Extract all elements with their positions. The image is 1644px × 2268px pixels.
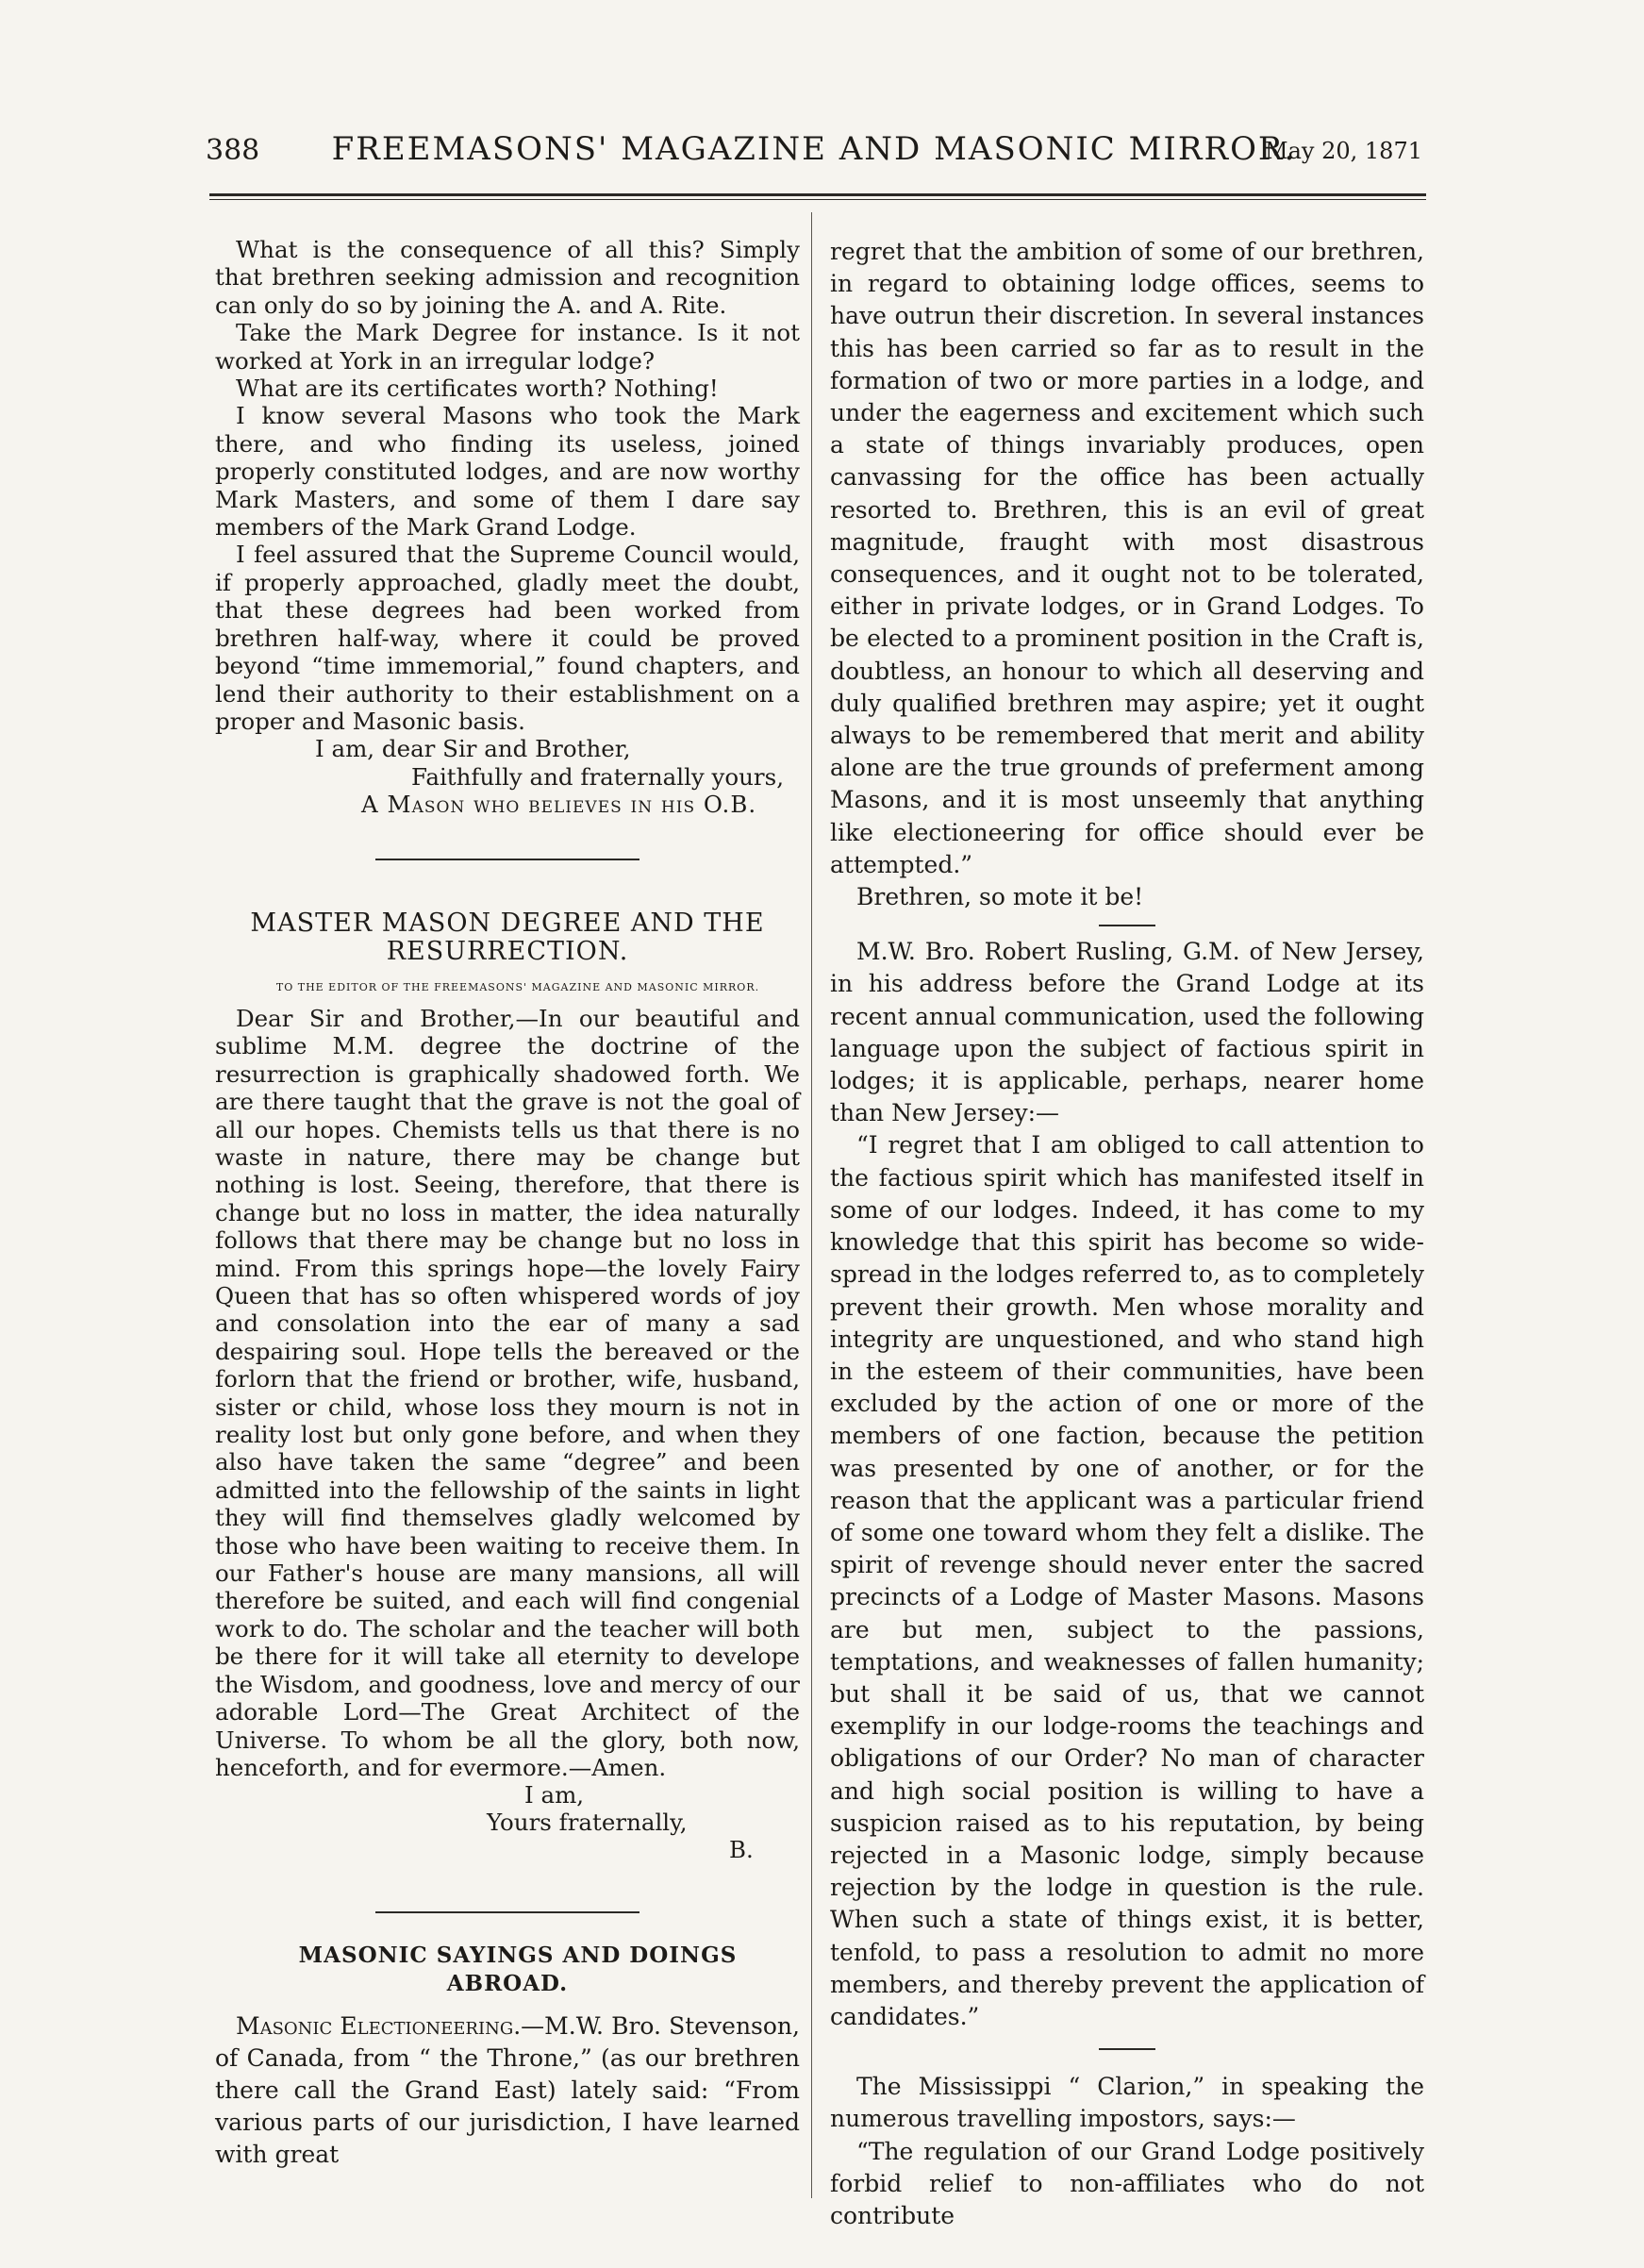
section-heading: MASONIC SAYINGS AND DOINGS ABROAD. bbox=[298, 1943, 738, 1996]
letter-closing: Faithfully and fraternally yours, bbox=[411, 762, 784, 791]
letter-paragraph: What is the consequence of all this? Simply that brethren seeking admission and recognition can only do so by joining the A. and A. Rite. bbox=[215, 236, 800, 319]
paragraph-text: —M.W. Bro. Stevenson, of Canada, from “ the Throne,” (as our brethren there call the Grand East) lately said: “From various parts of our jurisdiction, I have learned with great bbox=[215, 2012, 800, 2169]
letter-signature: A Mason who believes in his O.B. bbox=[361, 791, 757, 819]
article-paragraph: M.W. Bro. Robert Rusling, G.M. of New Jersey, in his address before the Grand Lodge at its recent annual communication, used the following language upon the subject of factious spirit in lodges; it is applicable, perhaps, nearer home than New Jersey:— bbox=[830, 938, 1424, 1127]
issue-date: May 20, 1871 bbox=[1265, 138, 1422, 164]
article-paragraph: The Mississippi “ Clarion,” in speaking the numerous travelling impostors, says:— bbox=[830, 2073, 1424, 2133]
header-rule-thin bbox=[209, 199, 1426, 200]
signoff-line: I am, bbox=[524, 1781, 585, 1809]
quoted-address: “I regret that I am obliged to call attention to the factious spirit which has manifested itself in some of our lodges. Indeed, it has come to my knowledge that this spirit has become so wide-spread in the lodges referred to, as to completely prevent their growth. Men whose morality and integrity are unquestioned, and who stand high in the esteem of their communities, have been excluded by the action of one or more of the members of one faction, because the petition was presented by one of another, or for the reason that the applicant was a particular friend of some one toward whom they felt a dislike. The spirit of revenge should never enter the sacred precincts of a Lodge of Master Masons. Masons are but men, subject to the passions, temptations, and weaknesses of fallen humanity; but shall it be said of us, that we cannot exemplify in our lodge-rooms the teachings and obligations of our Order? No man of character and high social position is willing to have a suspicion raised as to his reputation, by being rejected in a Masonic lodge, simply because rejection by the lodge in question is the rule. When such a state of things exist, it is better, tenfold, to pass a resolution to admit no more members, and thereby prevent the application of candidates.” bbox=[830, 1131, 1424, 2030]
header-rule bbox=[209, 193, 1426, 196]
article-subheading: TO THE EDITOR OF THE FREEMASONS' MAGAZINE AND MASONIC MIRROR. bbox=[275, 980, 760, 993]
letter-paragraph: I feel assured that the Supreme Council would, if properly approached, gladly meet the doubt, that these degrees had been worked from brethren half-way, where it could be proved beyond “time immemorial,” found chapters, and lend their authority to their establishment on a proper and Masonic basis. bbox=[215, 541, 800, 735]
column-divider bbox=[811, 212, 812, 2198]
letter-paragraph: I know several Masons who took the Mark there, and who finding its useless, joined properly constituted lodges, and are now worthy Mark Masters, and some of them I dare say members of the Mark Grand Lodge. bbox=[215, 402, 800, 542]
quote-continuation: regret that the ambition of some of our brethren, in regard to obtaining lodge offices, seems to have outrun their discretion. In several instances this has been carried so far as to result in the formation of two or more parties in a lodge, and under the eagerness and excitement which such a state of things invariably produces, open canvassing for the office has been actually resorted to. Brethren, this is an evil of great magnitude, fraught with most disastrous consequences, and it ought not to be tolerated, either in private lodges, or in Grand Lodges. To be elected to a prominent position in the Craft is, doubtless, an honour to which all deserving and duly qualified brethren may aspire; yet it ought always to be remembered that merit and ability alone are the true grounds of preferment among Masons, and it is most unseemly that anything like electioneering for office should ever be attempted.” bbox=[830, 238, 1424, 878]
page-number: 388 bbox=[206, 134, 260, 167]
letter-paragraph: What are its certificates worth? Nothing! bbox=[236, 375, 719, 403]
letter-salutation: I am, dear Sir and Brother, bbox=[315, 735, 631, 763]
right-column bbox=[830, 236, 1424, 2232]
journal-title: FREEMASONS' MAGAZINE AND MASONIC MIRROR. bbox=[331, 130, 1297, 168]
left-column bbox=[215, 236, 800, 2171]
article-heading: MASTER MASON DEGREE AND THE RESURRECTION. bbox=[250, 908, 765, 966]
article-paragraph bbox=[215, 2010, 800, 2171]
letter-paragraph: Take the Mark Degree for instance. Is it not worked at York in an irregular lodge? bbox=[215, 319, 800, 375]
article-paragraph: “The regulation of our Grand Lodge positively forbid relief to non-affiliates who do not contribute bbox=[830, 2137, 1424, 2229]
signoff-initial: B. bbox=[729, 1836, 754, 1864]
page-header bbox=[206, 130, 1422, 177]
article-signoff bbox=[215, 1781, 800, 1864]
article-body: Dear Sir and Brother,—In our beautiful and sublime M.M. degree the doctrine of the resurrection is graphically shadowed forth. We are there taught that the grave is not the goal of all our hopes. Chemists tells us that there is no waste in nature, there may be change but nothing is lost. Seeing, therefore, that there is change but no loss in matter, the idea naturally follows that there may be change but no loss in mind. From this springs hope—the lovely Fairy Queen that has so often whispered words of joy and consolation into the ear of many a sad despairing soul. Hope tells the bereaved or the forlorn that the friend or brother, wife, husband, sister or child, whose loss they mourn is not in reality lost but only gone before, and when they also have taken the same “degree” and been admitted into the fellowship of the saints in light they will find themselves gladly welcomed by those who have been waiting to receive them. In our Father's house are many mansions, all will therefore be suited, and each will find congenial work to do. The scholar and the teacher will both be there for it will take all eternity to develope the Wisdom, and goodness, love and mercy of our adorable Lord—The Great Architect of the Universe. To whom be all the glory, both now, henceforth, and for evermore.—Amen. bbox=[215, 1004, 800, 1781]
signoff-line: Yours fraternally, bbox=[487, 1809, 688, 1837]
article-paragraph: Brethren, so mote it be! bbox=[856, 883, 1144, 911]
paragraph-lead: Masonic Electioneering. bbox=[236, 2012, 522, 2041]
